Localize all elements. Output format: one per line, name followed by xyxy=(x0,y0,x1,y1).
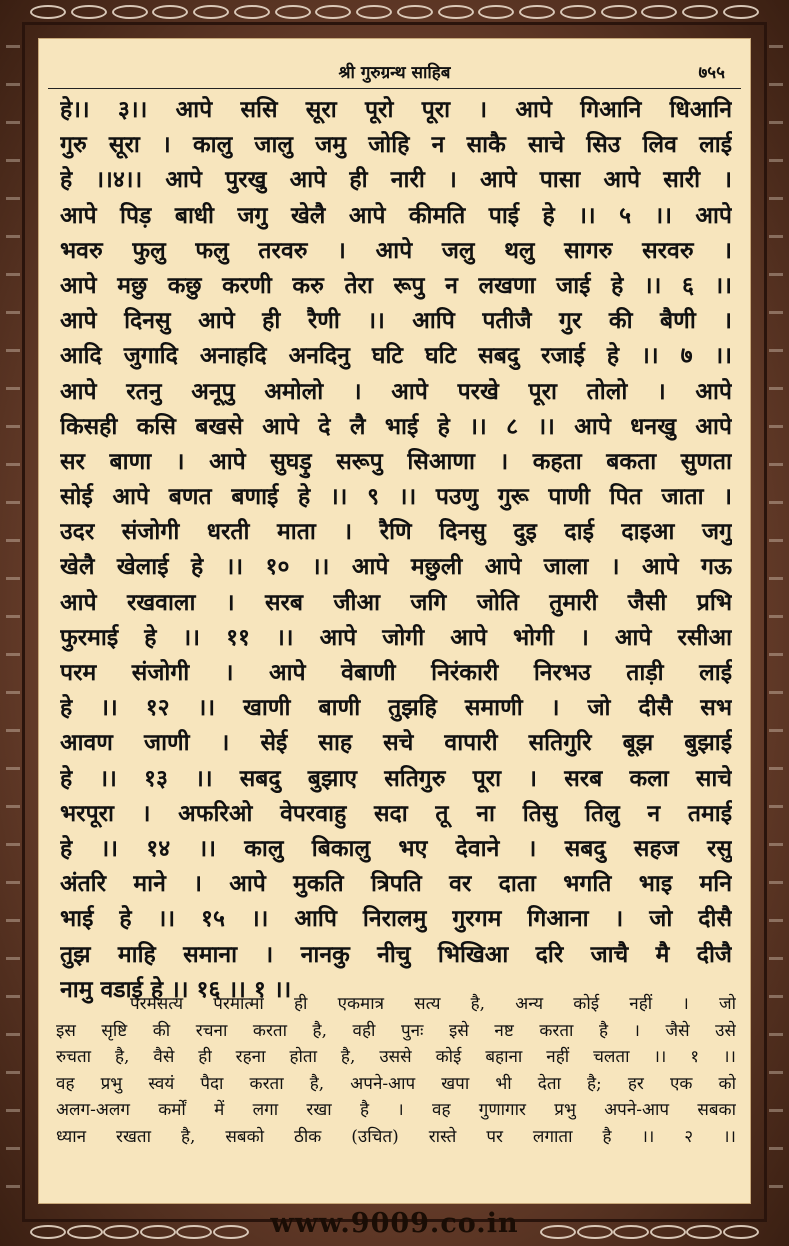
gurbani-line: आदि जुगादि अनाहदि अनदिनु घटि घटि सबदु रजाई हे ।। ७ ।। xyxy=(60,342,732,370)
page-number: ७५५ xyxy=(698,63,725,83)
gurbani-line: भरपूरा । अफरिओ वेपरवाहु सदा तू ना तिसु तिलु न तमाई xyxy=(60,799,732,827)
gurbani-line: हे ।। १३ ।। सबदु बुझाए सतिगुरु पूरा । सरब कला साचे xyxy=(60,764,732,792)
gurbani-line: फुरमाई हे ।। ११ ।। आपे जोगी आपे भोगी । आपे रसीआ xyxy=(60,623,732,651)
website-link[interactable]: www.9009.co.in xyxy=(270,1208,519,1239)
frame-right-ornament xyxy=(769,45,783,1195)
gurbani-line: गुरु सूरा । कालु जालु जमु जोहि न साकै साचे सिउ लिव लाई xyxy=(60,131,732,159)
translation-line: अलग-अलग कर्मों में लगा रखा है । वह गुणागार प्रभु अपने-आप सबका xyxy=(56,1100,736,1120)
gurbani-line: आपे पिड़ बाधी जगु खेलै आपे कीमति पाई हे ।। ५ ।। आपे xyxy=(60,201,732,229)
gurbani-line: तुझ माहि समाना । नानकु नीचु भिखिआ दरि जाचै मै दीजै xyxy=(60,940,732,968)
gurbani-line: हे ।। १२ ।। खाणी बाणी तुझहि समाणी । जो दीसै सभ xyxy=(60,694,732,722)
hindi-translation xyxy=(56,991,736,1150)
gurbani-line: खेलै खेलाई हे ।। १० ।। आपे मछुली आपे जाला । आपे गऊ xyxy=(60,553,732,581)
translation-line: वह प्रभु स्वयं पैदा करता है, अपने-आप खपा भी देता है; हर एक को xyxy=(56,1073,736,1094)
gurbani-line: आवण जाणी । सेई साह सचे वापारी सतिगुरि बूझ बुझाई xyxy=(60,729,732,757)
gurbani-line: सर बाणा । आपे सुघड़ु सरूपु सिआणा । कहता बकता सुणता xyxy=(60,447,732,475)
translation-line: इस सृष्टि की रचना करता है, वही पुनः इसे नष्ट करता है । जैसे उसे xyxy=(56,1020,736,1041)
header-divider xyxy=(48,88,741,89)
gurbani-line: आपे मछु कछु करणी करु तेरा रूपु न लखणा जाई हे ।। ६ ।। xyxy=(60,271,732,299)
gurbani-line: आपे दिनसु आपे ही रैणी ।। आपि पतीजै गुर की बैणी । xyxy=(60,307,732,335)
gurbani-line: सोई आपे बणत बणाई हे ।। ९ ।। पउणु गुरू पाणी पित जाता । xyxy=(60,483,732,511)
page-title: श्री गुरुग्रन्थ साहिब xyxy=(338,63,451,83)
gurbani-line: उदर संजोगी धरती माता । रैणि दिनसु दुइ दाई दाइआ जगु xyxy=(60,518,732,546)
gurbani-line: आपे रतनु अनूपु अमोलो । आपे परखे पूरा तोलो । आपे xyxy=(60,377,732,405)
gurbani-line: भवरु फुलु फलु तरवरु । आपे जलु थलु सागरु सरवरु । xyxy=(60,236,732,264)
frame-left-ornament xyxy=(6,45,20,1195)
translation-line: ध्यान रखता है, सबको ठीक (उचित) रास्ते पर लगाता है ।। २ ।। xyxy=(56,1126,736,1147)
gurbani-line: भाई हे ।। १५ ।। आपि निरालमु गुरगम गिआना । जो दीसै xyxy=(60,905,732,933)
gurbani-text xyxy=(60,92,732,1007)
scripture-page xyxy=(38,38,751,1204)
gurbani-line: आपे रखवाला । सरब जीआ जगि जोति तुमारी जैसी प्रभि xyxy=(60,588,732,616)
page-header xyxy=(38,60,751,88)
gurbani-line: हे ।। १४ ।। कालु बिकालु भए देवाने । सबदु सहज रसु xyxy=(60,834,732,862)
gurbani-line: नामु वडाई हे ।। १६ ।। १ ।। xyxy=(60,975,292,1003)
translation-line: रुचता है, वैसे ही रहना होता है, उससे कोई बहाना नहीं चलता ।। १ ।। xyxy=(56,1047,736,1067)
gurbani-line: परम संजोगी । आपे वेबाणी निरंकारी निरभउ ताड़ी लाई xyxy=(60,659,732,686)
translation-line: परमसत्य परमात्मा ही एकमात्र सत्य है, अन्य कोई नहीं । जो xyxy=(130,994,736,1014)
frame-top-ornament xyxy=(30,2,759,22)
gurbani-line: हे।। ३।। आपे ससि सूरा पूरो पूरा । आपे गिआनि धिआनि xyxy=(60,96,732,123)
gurbani-line: अंतरि माने । आपे मुकति त्रिपति वर दाता भगति भाइ मनि xyxy=(60,870,732,898)
gurbani-line: हे ।।४।। आपे पुरखु आपे ही नारी । आपे पासा आपे सारी । xyxy=(60,166,732,194)
gurbani-line: किसही कसि बखसे आपे दे लै भाई हे ।। ८ ।। आपे धनखु आपे xyxy=(60,412,732,440)
